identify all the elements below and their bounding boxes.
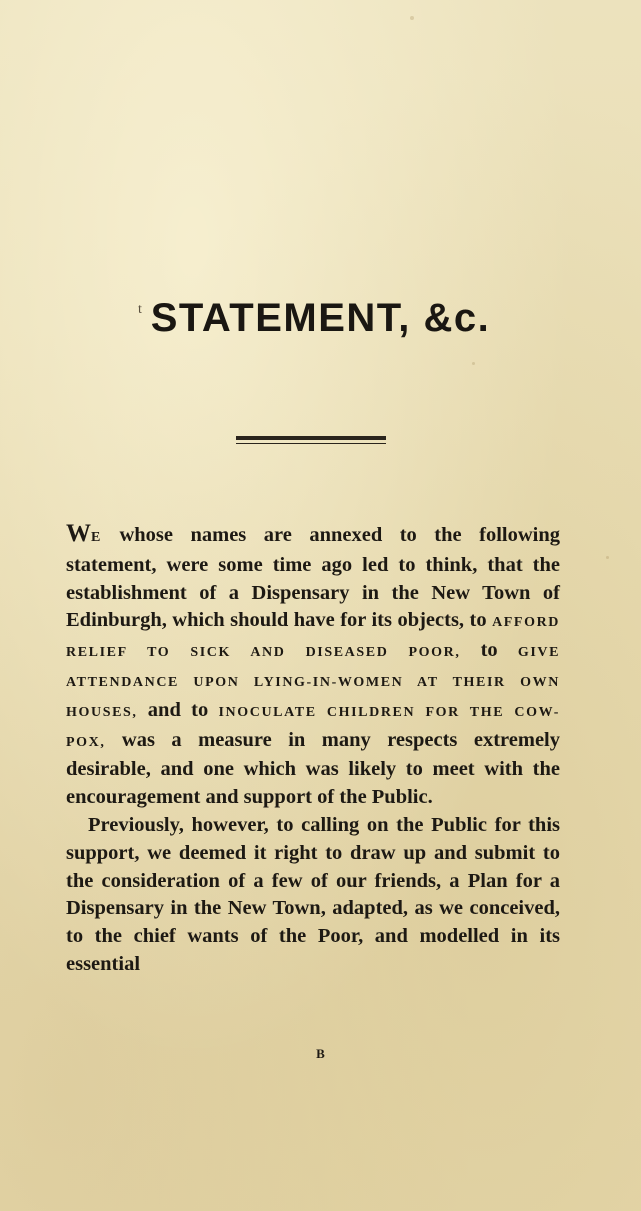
paragraph-1-text-c: and to: [137, 698, 219, 721]
objective-attendance-small-caps: GIVE ATTENDANCE UPON LYING-IN-WOMEN AT THEIR OWN HOUSES,: [66, 645, 561, 720]
objective-inoculate-small-caps: INOCULATE CHILDREN FOR THE COW-POX,: [66, 704, 560, 750]
paper-foxing-spot: [606, 556, 609, 559]
paragraph-1-text-a: whose names are annexed to the following statement, were some time ago led to think, that the establishment of a Dispensary in the New Town of Edinburgh, which should have for its objects, to: [66, 524, 560, 632]
title-divider-rule: [236, 436, 386, 444]
margin-mark: t: [138, 302, 142, 317]
paragraph-2: Previously, however, to calling on the Public for this support, we deemed it right to draw up and submit to the consideration of a few of our friends, a Plan for a Dispensary in the New Town, adapted, as we conceived, to the chief wants of the Poor, and modelled in its essential: [66, 813, 560, 975]
paper-foxing-spot: [410, 16, 414, 20]
page-title: STATEMENT, &c.: [150, 296, 491, 340]
paragraph-1-text-d: was a measure in many respects extremely desirable, and one which was likely to meet with the encouragement and support of the Public.: [66, 728, 560, 809]
objective-relief-small-caps: AFFORD RELIEF TO SICK AND DISEASED POOR,: [66, 615, 560, 661]
paragraph-1-text-b: to: [460, 639, 518, 662]
body-text: [66, 520, 560, 979]
paper-foxing-spot: [472, 362, 475, 365]
lead-in-small-caps: E: [91, 530, 102, 545]
paragraph-1: [66, 520, 560, 812]
signature-mark: B: [316, 1046, 325, 1061]
drop-cap: W: [66, 520, 91, 547]
